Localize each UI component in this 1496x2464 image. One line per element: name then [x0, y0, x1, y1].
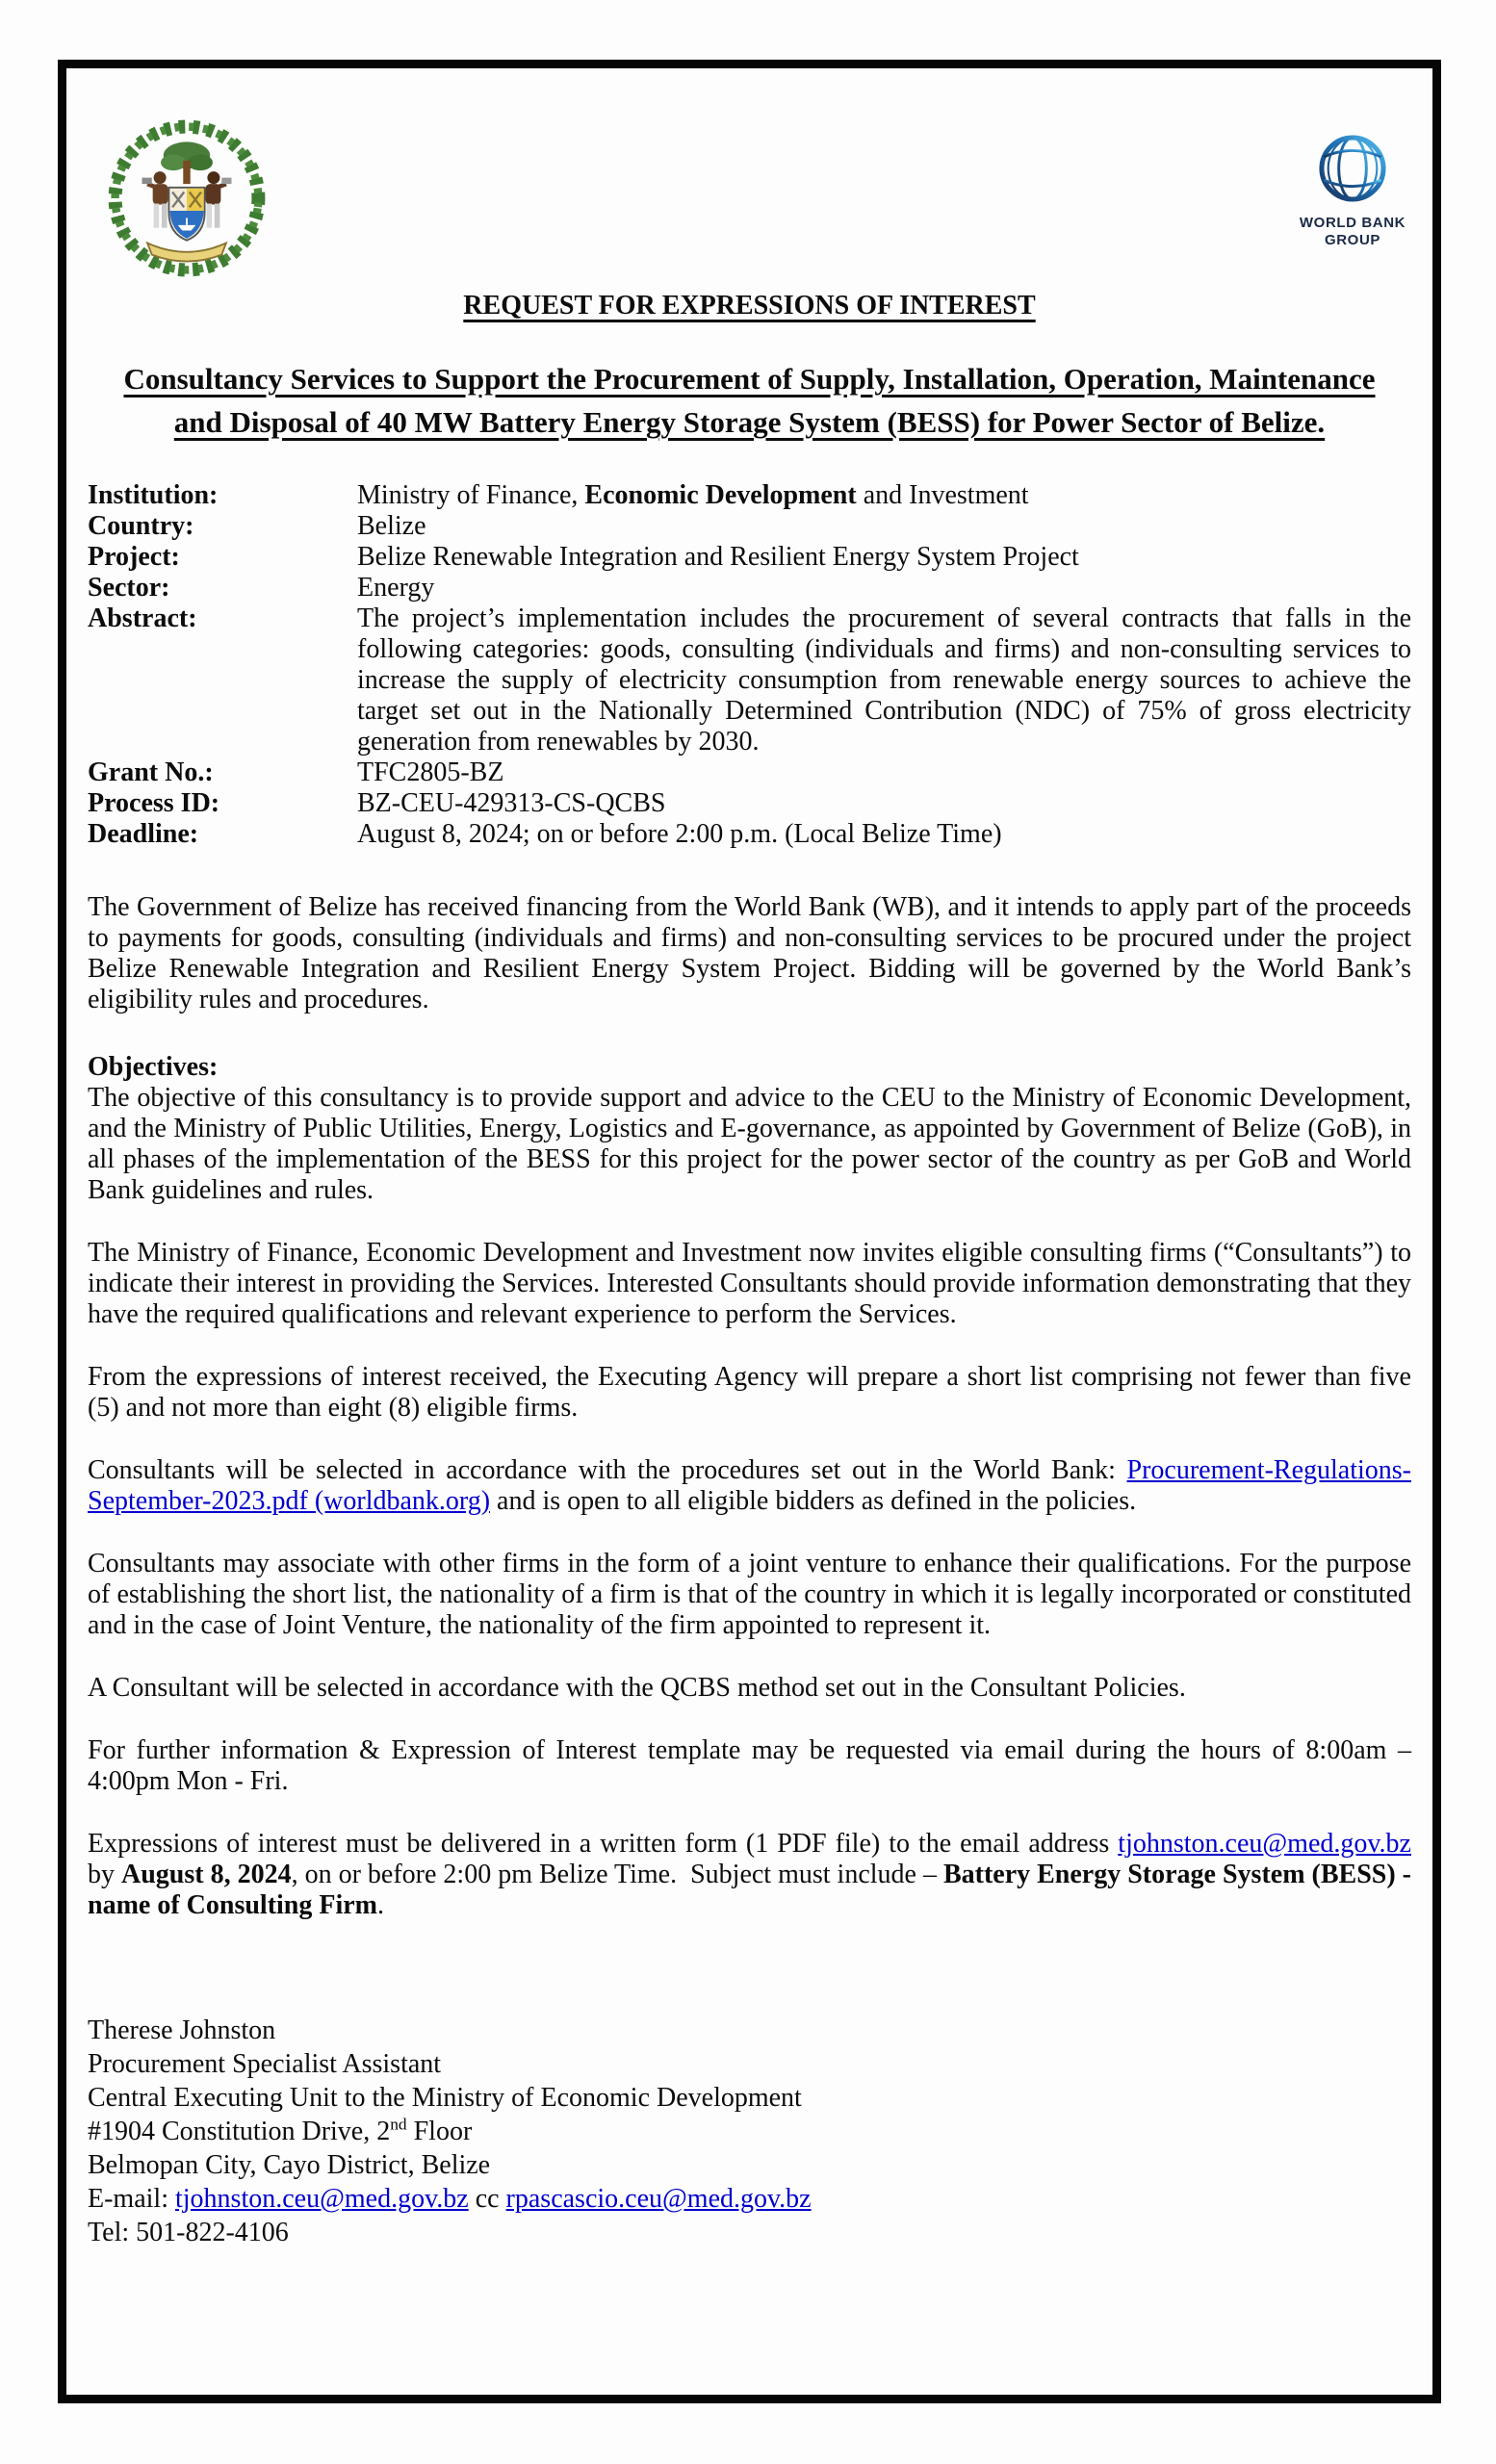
document-border-frame: [58, 60, 1441, 2403]
contact-organization: Central Executing Unit to the Ministry of Economic Development: [88, 2083, 802, 2113]
country-label: Country:: [88, 511, 194, 541]
deadline-label: Deadline:: [88, 819, 199, 849]
grant-no-value: TFC2805-BZ: [357, 757, 504, 787]
abstract-value: The project’s implementation includes the procurement of several contracts that falls in the following categories: goods, consulting (individuals and firms) and non-consulting services to increase the supply of electricity consumption from renewable energy sources to achieve the target set out in the Nationally Determined Contribution (NDC) of 75% of gross electricity generation from renewables by 2030.: [357, 603, 1411, 757]
logo-row: [88, 109, 1411, 288]
paragraph-financing: The Government of Belize has received financing from the World Bank (WB), and it intends to apply part of the proceeds to payments for goods, consulting (individuals and firms) and non-consulting services to be procured under the project Belize Renewable Integration and Resilient Energy System Project. Bidding will be governed by the World Bank’s eligibility rules and procedures.: [88, 892, 1411, 1014]
belize-coat-of-arms-icon: [95, 109, 278, 288]
objectives-heading: Objectives:: [88, 1052, 219, 1082]
process-id-value: BZ-CEU-429313-CS-QCBS: [357, 788, 666, 818]
contact-city: Belmopan City, Cayo District, Belize: [88, 2150, 491, 2180]
contact-name: Therese Johnston: [88, 2015, 276, 2045]
request-heading: [88, 290, 1411, 322]
abstract-label: Abstract:: [88, 603, 197, 633]
paragraph-objectives: The objective of this consultancy is to provide support and advice to the CEU to the Ministry of Economic Development, and the Ministry of Public Utilities, Energy, Logistics and E-governance, as appointed by Government of Belize (GoB), in all phases of the implementation of the BESS for this project for the power sector of the country as per GoB and World Bank guidelines and rules.: [88, 1083, 1411, 1205]
info-row-abstract: [88, 603, 1411, 757]
info-row-institution: [88, 480, 1411, 511]
contact-role: Procurement Specialist Assistant: [88, 2049, 442, 2079]
info-row-grant-no: [88, 757, 1411, 788]
email-label: E-mail:: [88, 2184, 175, 2214]
procurement-regulations-link[interactable]: Procurement-Regulations-September-2023.pdf (worldbank.org): [88, 1455, 1411, 1516]
contact-email-link-2[interactable]: rpascascio.ceu@med.gov.bz: [505, 2184, 812, 2214]
contact-email-line: [88, 2182, 1411, 2216]
world-bank-logo-line2: GROUP: [1324, 232, 1380, 248]
paragraph-further-info: For further information & Expression of Interest template may be requested via email during the hours of 8:00am – 4:00pm Mon - Fri.: [88, 1735, 1411, 1796]
paragraph-qcbs: A Consultant will be selected in accordance with the QCBS method set out in the Consultant Policies.: [88, 1673, 1186, 1703]
document-title: [102, 357, 1397, 444]
info-row-country: [88, 511, 1411, 542]
paragraph-joint-venture: Consultants may associate with other firms in the form of a joint venture to enhance their qualifications. For the purpose of establishing the short list, the nationality of a firm is that of the country in which it is legally incorporated or constituted and in the case of Joint Venture, the nationality of the firm appointed to represent it.: [88, 1549, 1411, 1640]
grant-no-label: Grant No.:: [88, 757, 214, 787]
document-title-text: Consultancy Services to Support the Procurement of Supply, Installation, Operation, Maintenance and Disposal of 40 MW Battery Energy Storage System (BESS) for Power Sector of Belize.: [123, 362, 1376, 439]
world-bank-globe-icon: [1296, 124, 1409, 213]
info-row-process-id: [88, 788, 1411, 819]
world-bank-logo-line1: WORLD BANK: [1299, 215, 1406, 231]
paragraph-invitation: The Ministry of Finance, Economic Development and Investment now invites eligible consulting firms (“Consultants”) to indicate their interest in providing the Services. Interested Consultants should provide information demonstrating that they have the required qualifications and relevant experience to perform the Services.: [88, 1238, 1411, 1329]
institution-value: Ministry of Finance, Economic Development and Investment: [357, 480, 1029, 510]
paragraph-shortlist: From the expressions of interest received, the Executing Agency will prepare a short list comprising not fewer than five (5) and not more than eight (8) eligible firms.: [88, 1362, 1411, 1423]
world-bank-logo: [1296, 124, 1409, 249]
submission-subject-line: Battery Energy Storage System (BESS) - name of Consulting Firm: [88, 1860, 1412, 1920]
contact-address: #1904 Constitution Drive, 2nd Floor: [88, 2115, 473, 2146]
contact-telephone: Tel: 501-822-4106: [88, 2218, 289, 2247]
info-row-project: [88, 542, 1411, 573]
submission-deadline-date: August 8, 2024: [121, 1860, 292, 1889]
process-id-label: Process ID:: [88, 788, 220, 818]
info-row-deadline: [88, 819, 1411, 850]
signature-block: [88, 2014, 1411, 2249]
project-label: Project:: [88, 542, 180, 572]
email-cc-text: cc: [468, 2184, 506, 2214]
institution-label: Institution:: [88, 480, 219, 510]
project-value: Belize Renewable Integration and Resilient Energy System Project: [357, 542, 1079, 572]
sector-value: Energy: [357, 573, 435, 603]
request-heading-text: REQUEST FOR EXPRESSIONS OF INTEREST: [463, 291, 1036, 321]
country-value: Belize: [357, 511, 426, 541]
deadline-value: August 8, 2024; on or before 2:00 p.m. (Local Belize Time): [357, 819, 1002, 849]
contact-email-link-1[interactable]: tjohnston.ceu@med.gov.bz: [174, 2184, 469, 2214]
submission-email-link[interactable]: tjohnston.ceu@med.gov.bz: [1118, 1829, 1411, 1859]
info-table: [88, 480, 1411, 850]
ordinal-superscript: nd: [390, 2115, 407, 2134]
paragraph-submission: Expressions of interest must be delivered in a written form (1 PDF file) to the email address tjohnston.ceu@med.gov.bz by August 8, 2024, on or before 2:00 pm Belize Time. Subject must include – Battery Energy Storage System (BESS) - name of Consulting Firm.: [88, 1829, 1412, 1920]
world-bank-logo-text: [1300, 215, 1406, 249]
paragraph-selection: Consultants will be selected in accordance with the procedures set out in the World Bank: Procurement-Regulations-September-2023.pdf (worldbank.org) and is open to all eligible bidders as defined in the policies.: [88, 1455, 1411, 1516]
sector-label: Sector:: [88, 573, 170, 603]
info-row-sector: [88, 573, 1411, 603]
